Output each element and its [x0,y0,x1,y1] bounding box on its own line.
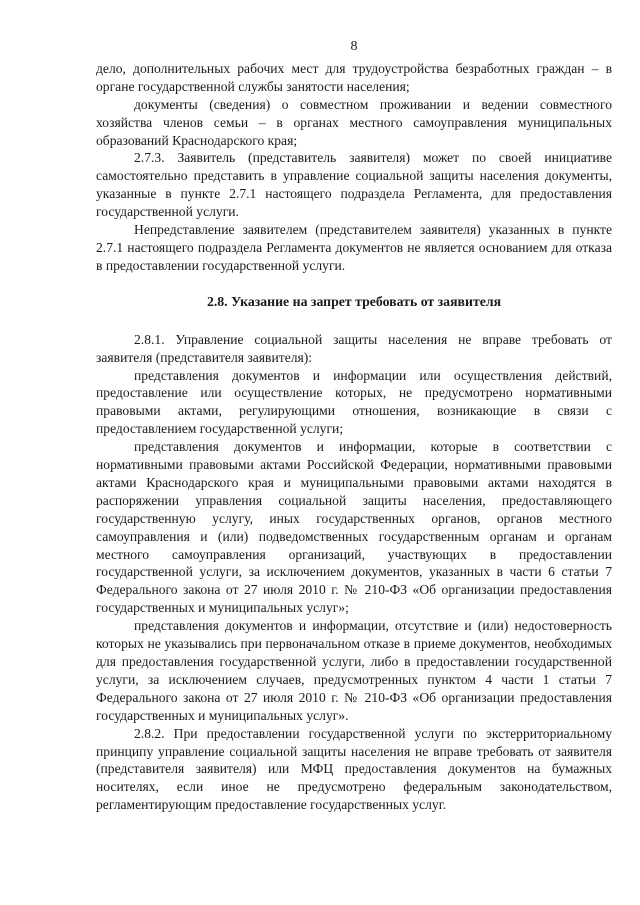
document-page [96,38,612,814]
paragraph-continuation: дело, дополнительных рабочих мест для трудоустройства безработных граждан – в органе государственной службы занятости населения; [96,60,612,94]
section-heading: 2.8. Указание на запрет требовать от заявителя [206,293,502,309]
paragraph-2-7-3: 2.7.3. Заявитель (представитель заявителя) может по своей инициативе самостоятельно представить в управление социальной защиты населения документы, указанные в пункте 2.7.1 настоящего подраздела Регламента, для предоставления государственной услуги. [96,150,612,220]
spacer [96,275,612,293]
paragraph-2-8-2: 2.8.2. При предоставлении государственной услуги по экстерриториальному принципу управление социальной защиты населения не вправе требовать от заявителя (представителя заявителя) или МФЦ предоставления документов на бумажных носителях, если иное не предусмотрено федеральным законодательством, регламентирующим предоставление государственных услуг. [96,725,612,813]
paragraph-cohabitation-documents: документы (сведения) о совместном проживании и ведении совместного хозяйства членов семьи – в органах местного самоуправления муниципальных образований Краснодарского края; [96,96,612,148]
paragraph-non-submission: Непредставление заявителем (представителем заявителя) указанных в пункте 2.7.1 настоящего подраздела Регламента документов не является основанием для отказа в предоставлении государственной услуги. [96,222,612,273]
paragraph-2-8-1: 2.8.1. Управление социальной защиты населения не вправе требовать от заявителя (представителя заявителя): [96,331,612,365]
page-number: 8 [350,39,358,54]
paragraph-documents-not-required: представления документов и информации или осуществления действий, предоставление или осуществление которых, не предусмотрено нормативными правовыми актами, регулирующими отношения, возникающие в связи с предоставлением государственной услуги; [96,367,612,437]
paragraph-documents-unreliability: представления документов и информации, отсутствие и (или) недостоверность которых не указывались при первоначальном отказе в приеме документов, необходимых для предоставления государственной услуги, либо в предоставлении государственной услуги, за исключением случаев, предусмотренных пунктом 4 части 1 статьи 7 Федерального закона от 27 июля 2010 г. № 210-ФЗ «Об организации предоставления государственных и муниципальных услуг». [96,618,612,723]
spacer [96,311,612,331]
paragraph-documents-in-possession: представления документов и информации, которые в соответствии с нормативными правовыми актами Российской Федерации, нормативными правовыми актами Краснодарского края и муниципальными правовыми актами находятся в распоряжении управления социальной защиты населения, предоставляющего государственную услугу, иных государственных органов, органов местного самоуправления и (или) подведомственных государственным органам и органам местного самоуправления организаций, участвующих в предоставлении государственной услуги, за исключением документов, указанных в части 6 статьи 7 Федерального закона от 27 июля 2010 г. № 210-ФЗ «Об организации предоставления государственных и муниципальных услуг»; [96,439,612,616]
